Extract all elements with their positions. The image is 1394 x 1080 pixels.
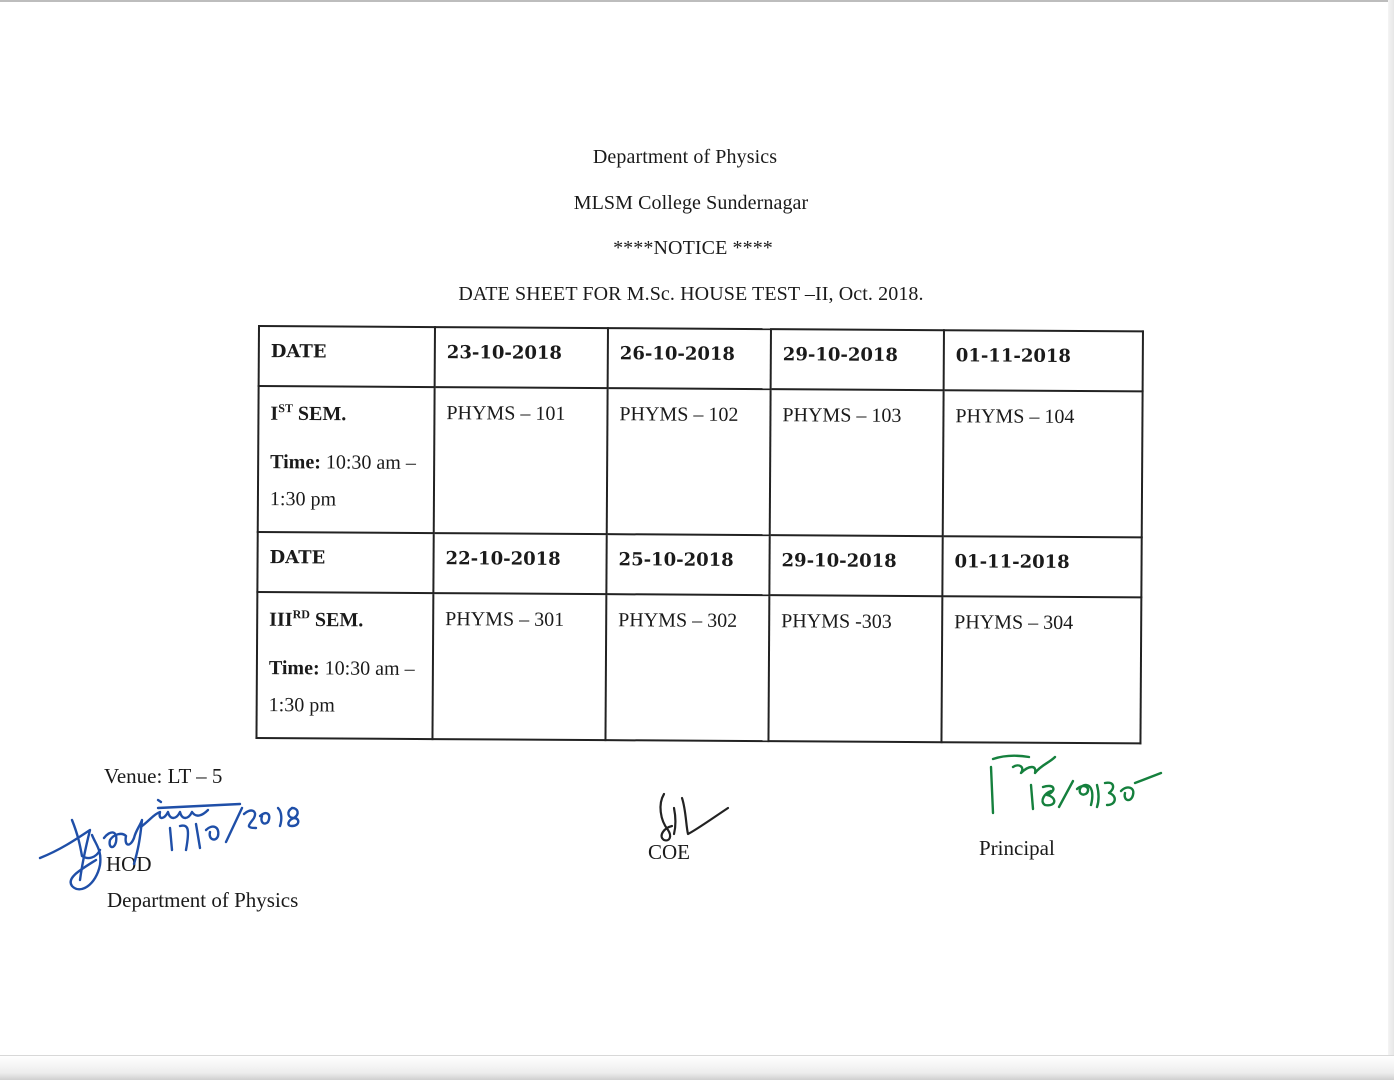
- paper-cell: PHYMS – 104: [943, 390, 1143, 537]
- date-cell: 22-10-2018: [433, 533, 606, 594]
- paper-cell: PHYMS – 301: [432, 593, 606, 740]
- hod-department-label: Department of Physics: [107, 888, 299, 912]
- hod-label: HOD: [106, 852, 152, 876]
- venue-text: Venue: LT – 5: [104, 764, 223, 788]
- semester-label: [269, 607, 422, 633]
- semester-suffix: ST: [278, 401, 294, 416]
- date-cell: 01-11-2018: [942, 536, 1141, 597]
- date-cell: 29-10-2018: [769, 535, 942, 596]
- semester-cell: [258, 386, 435, 533]
- time-label: Time:: [270, 450, 321, 474]
- paper-cell: PHYMS -303: [768, 595, 942, 742]
- date-label-cell: DATE: [257, 532, 433, 593]
- date-label-cell: DATE: [259, 326, 435, 387]
- paper-cell: PHYMS – 102: [607, 388, 771, 535]
- coe-label: COE: [648, 840, 690, 864]
- table-row-papers-first-sem: [258, 386, 1143, 537]
- table-row-papers-third-sem: [256, 592, 1141, 743]
- date-cell: 25-10-2018: [606, 534, 769, 595]
- time-label: Time:: [268, 656, 320, 680]
- scan-top-edge: [0, 0, 1394, 2]
- date-cell: 26-10-2018: [608, 328, 771, 389]
- semester-numeral: III: [269, 608, 293, 631]
- paper-cell: PHYMS – 103: [770, 389, 944, 536]
- semester-suffix: RD: [292, 607, 310, 622]
- scan-right-edge: [1388, 0, 1394, 1080]
- datesheet-title: DATE SHEET FOR M.Sc. HOUSE TEST –II, Oct. 2018.: [458, 283, 924, 305]
- semester-word: SEM.: [292, 402, 347, 426]
- exam-time: [270, 444, 423, 519]
- paper-cell: PHYMS – 304: [941, 596, 1141, 743]
- semester-label: [270, 401, 423, 427]
- department-heading: Department of Physics: [592, 146, 778, 168]
- hod-signature: [30, 790, 330, 910]
- notice-heading: ****NOTICE ****: [613, 237, 773, 259]
- date-cell: 23-10-2018: [435, 327, 608, 388]
- paper-cell: PHYMS – 302: [605, 594, 769, 741]
- time-value: 10:30 am – 1:30 pm: [269, 451, 416, 511]
- semester-cell: [256, 592, 433, 739]
- principal-label: Principal: [979, 836, 1055, 860]
- date-sheet-table: [255, 325, 1144, 744]
- scan-bottom-edge: [0, 1055, 1394, 1080]
- semester-word: SEM.: [309, 608, 364, 632]
- college-name: MLSM College Sundernagar: [573, 192, 809, 214]
- time-value: 10:30 am – 1:30 pm: [268, 657, 415, 717]
- paper-cell: PHYMS – 101: [434, 387, 608, 534]
- table-row-dates-third-sem: [257, 532, 1141, 597]
- date-cell: 01-11-2018: [944, 330, 1143, 391]
- date-cell: 29-10-2018: [771, 329, 944, 390]
- table-row-dates-first-sem: [259, 326, 1143, 391]
- coe-signature: [650, 790, 740, 850]
- semester-numeral: I: [270, 402, 279, 425]
- principal-signature: [985, 745, 1185, 820]
- exam-time: [269, 650, 422, 725]
